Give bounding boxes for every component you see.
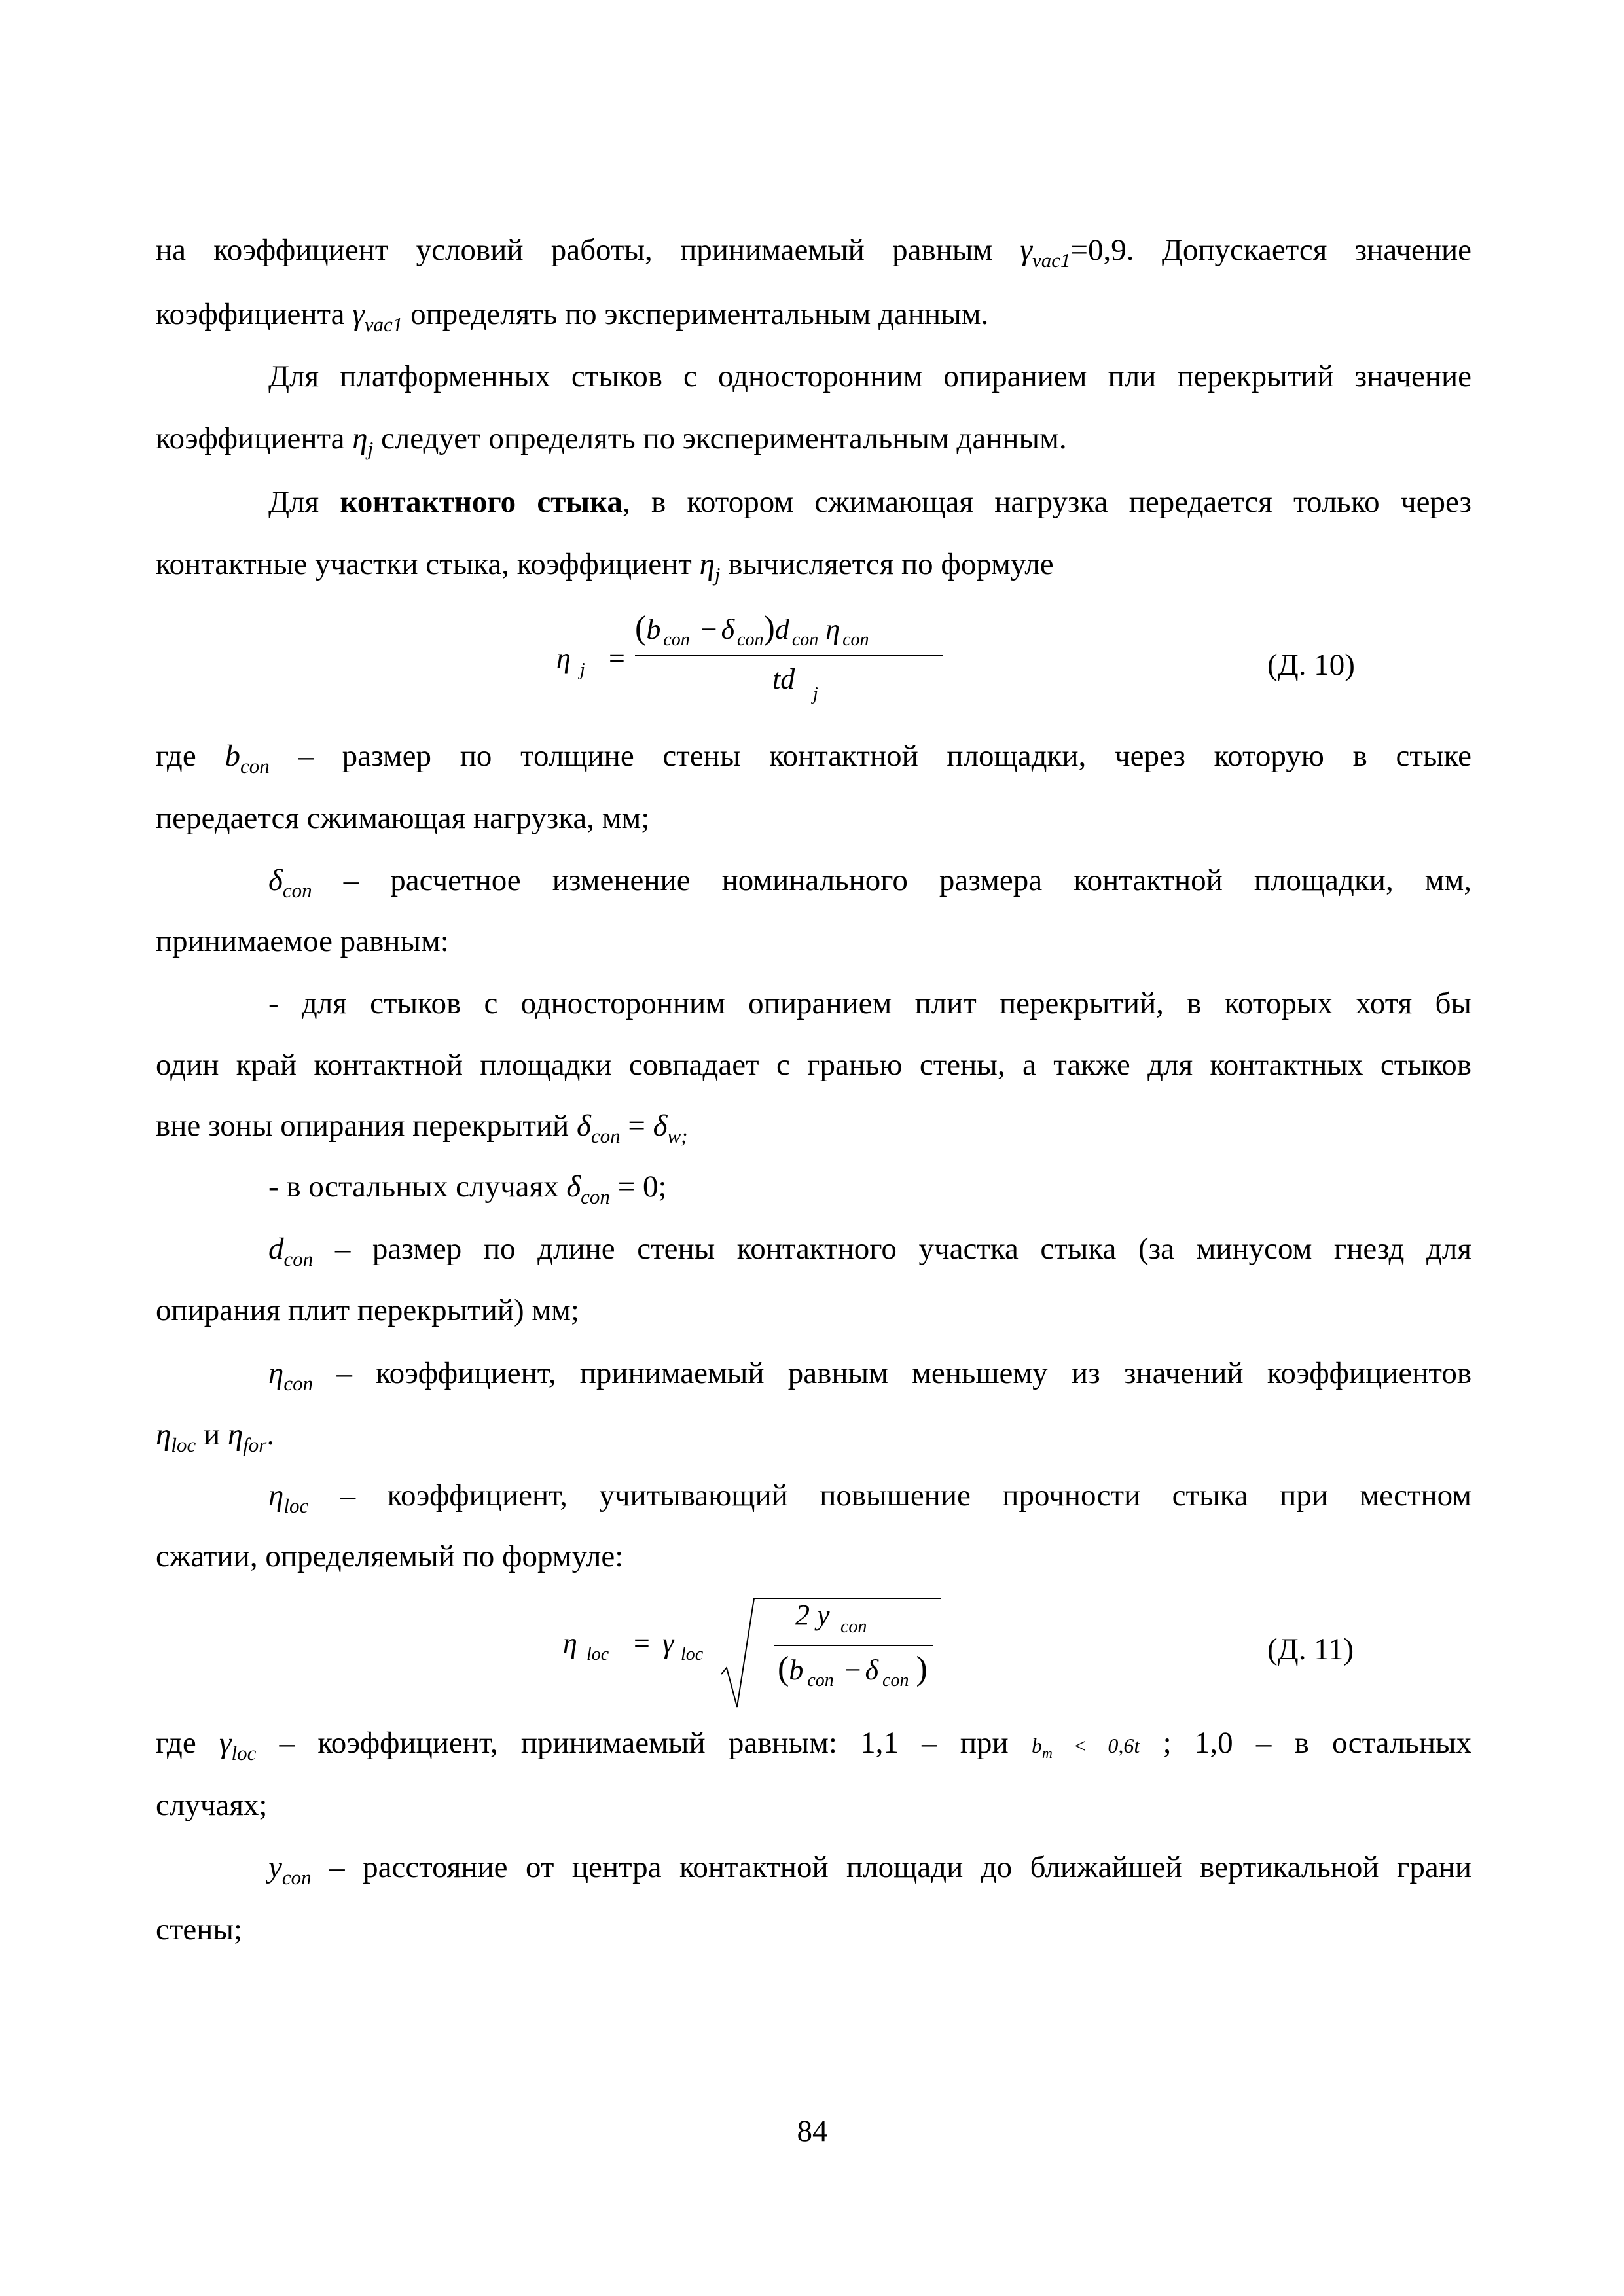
fraction-bar — [635, 655, 943, 656]
formula-number: (Д. 10) — [1267, 648, 1355, 682]
formula-number: (Д. 11) — [1267, 1632, 1354, 1666]
paragraph-line: $\eta_{con}$ – коэффициент, принимаемый равным меньшему из значений коэффициентов — [268, 1356, 1472, 1395]
paragraph-line: Для платформенных стыков с односторонним опиранием пли перекрытий значение — [268, 359, 1471, 393]
paragraph-line: принимаемое равным: — [156, 924, 449, 958]
paragraph-line: стены; — [156, 1912, 243, 1946]
paragraph-line: $y_{con}$ – расстояние от центра контактной площади до ближайшей вертикальной грани — [268, 1850, 1472, 1889]
paragraph-line: на коэффициент условий работы, принимаемый равным $\gamma_{vac1}=0,9$. Допускается значение — [156, 233, 1471, 272]
paragraph-line: коэффициента $\gamma_{vac1}$ определять по экспериментальным данным. — [156, 297, 989, 336]
paragraph-line: $\eta_{loc}$ и $\eta_{for}$. — [156, 1418, 275, 1456]
paragraph-line: Для контактного стыка, в котором сжимающая нагрузка передается только через — [268, 485, 1471, 519]
paragraph-line: где $\gamma_{loc}$ – коэффициент, принимаемый равным: 1,1 – при $b_m < 0,6t$ ; 1,0 – в остальных — [156, 1726, 1472, 1765]
paragraph-line: - для стыков с односторонним опиранием плит перекрытий, в которых хотя бы — [268, 986, 1471, 1020]
formula-d11: η loc = γ loc 2 y con (b $_{con}$ − δ $_{con}$ ) — [563, 1590, 956, 1708]
paragraph-line: коэффициента $\eta_j$ следует определять по экспериментальным данным. — [156, 422, 1067, 460]
paragraph-line: вне зоны опирания перекрытий $\delta_{con} = \delta_{w;}$ — [156, 1109, 688, 1147]
paragraph-line: опирания плит перекрытий) мм; — [156, 1293, 579, 1327]
paragraph-line: где $b_{con}$ – размер по толщине стены контактной площадки, через которую в стыке — [156, 739, 1472, 778]
paragraph-line: - в остальных случаях $\delta_{con} = 0$; — [268, 1170, 667, 1208]
paragraph-line: $\eta_{loc}$ – коэффициент, учитывающий повышение прочности стыка при местном — [268, 1479, 1471, 1517]
paragraph-line: контактные участки стыка, коэффициент $\eta_j$ вычисляется по формуле — [156, 547, 1054, 586]
paragraph-line: передается сжимающая нагрузка, мм; — [156, 801, 650, 835]
paragraph-line: один край контактной площадки совпадает с гранью стены, а также для контактных стыков — [156, 1048, 1471, 1082]
paragraph-line: случаях; — [156, 1788, 268, 1822]
paragraph-line: $d_{con}$ – размер по длине стены контактного участка стыка (за минусом гнезд для — [268, 1232, 1471, 1270]
paragraph-line: $\delta_{con}$ – расчетное изменение номинального размера контактной площадки, мм, — [268, 863, 1471, 902]
paragraph-line: сжатии, определяемый по формуле: — [156, 1539, 624, 1573]
formula-d10: η j = (b $_{con}$ − δ $_{con}$)d $_{con}$ η $_{con}$ td j — [556, 609, 949, 707]
page-number: 84 — [797, 2114, 828, 2148]
